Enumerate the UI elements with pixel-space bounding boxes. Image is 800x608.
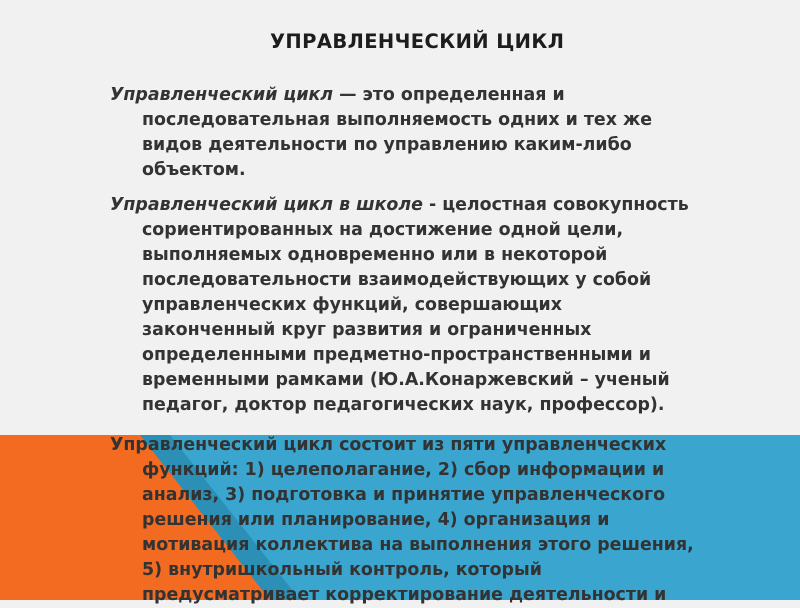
text-line: видов деятельности по управлению каким-либо <box>142 135 632 155</box>
text-line: решения или планирование, 4) организация и <box>142 510 610 530</box>
text-line: Управленческий цикл состоит из пяти управленческих <box>110 435 667 455</box>
text-line: педагог, доктор педагогических наук, профессор). <box>142 395 665 415</box>
text-line: определенными предметно-пространственными и <box>142 345 651 365</box>
text-line: объектом. <box>142 160 246 180</box>
text-line: сориентированных на достижение одной цели, <box>142 220 624 240</box>
text-line: управленческих функций, совершающих <box>142 295 562 315</box>
text-line: 5) внутришкольный контроль, который <box>142 560 542 580</box>
text-line: мотивация коллектива на выполнения этого решения, <box>142 535 694 555</box>
functions-paragraph <box>110 433 778 608</box>
definition-paragraph <box>110 83 778 183</box>
text-line: последовательная выполняемость одних и тех же <box>142 110 653 130</box>
text-line: Управленческий цикл — это определенная и <box>110 85 565 105</box>
text-line: законченный круг развития и ограниченных <box>142 320 592 340</box>
text-line: функций: 1) целеполагание, 2) сбор информации и <box>142 460 665 480</box>
school-cycle-paragraph <box>110 193 778 418</box>
slide-title: УПРАВЛЕНЧЕСКИЙ ЦИКЛ <box>270 30 565 53</box>
text-line: последовательности взаимодействующих у собой <box>142 270 652 290</box>
text-line: временными рамками (Ю.А.Конаржевский – ученый <box>142 370 670 390</box>
term-italic: Управленческий цикл <box>110 85 334 105</box>
text-line: предусматривает корректирование деятельности и <box>142 585 667 605</box>
text-line: Управленческий цикл в школе - целостная совокупность <box>110 195 689 215</box>
text-line: анализ, 3) подготовка и принятие управленческого <box>142 485 666 505</box>
term-italic: Управленческий цикл в школе <box>110 195 423 215</box>
text-line: выполняемых одновременно или в некоторой <box>142 245 608 265</box>
